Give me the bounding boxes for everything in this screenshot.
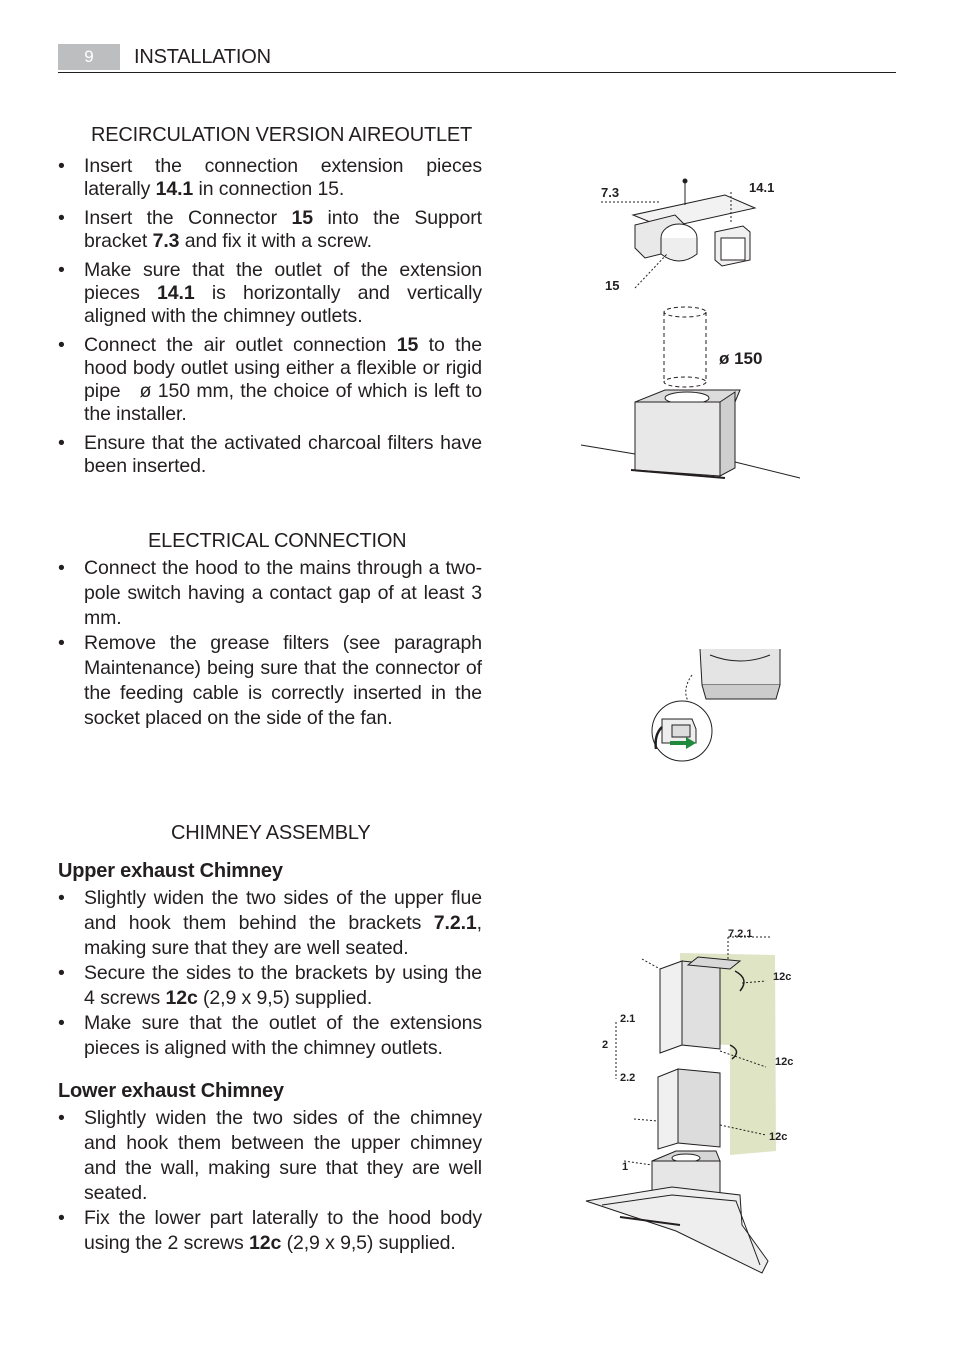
label-12c-top: 12c: [773, 971, 792, 983]
recirculation-list: [58, 155, 482, 484]
page-number: 9: [58, 44, 120, 70]
lower-chimney-heading: Lower exhaust Chimney: [58, 1080, 284, 1102]
chimney-heading: CHIMNEY ASSEMBLY: [171, 822, 371, 844]
label-14-1: 14.1: [749, 180, 775, 195]
label-7-2-1: 7.2.1: [728, 928, 753, 940]
label-15: 15: [605, 278, 620, 293]
label-12c-low: 12c: [769, 1131, 788, 1143]
label-12c-mid: 12c: [775, 1056, 794, 1068]
list-item: • Connect the air outlet connection 15 to the hood body outlet using either a flexible or rigid pipe ø 150 mm, the choice of which is left to the installer.: [58, 334, 482, 426]
label-2-2: 2.2: [620, 1072, 636, 1084]
page-header: [58, 44, 896, 73]
electrical-figure: [640, 645, 790, 765]
label-7-3: 7.3: [601, 185, 620, 200]
upper-chimney-list: [58, 886, 482, 1061]
electrical-heading: ELECTRICAL CONNECTION: [148, 530, 407, 552]
list-item: • Make sure that the outlet of the extension pieces 14.1 is horizontally and vertically aligned with the chimney outlets.: [58, 259, 482, 328]
recirculation-heading: RECIRCULATION VERSION AIREOUTLET: [91, 124, 473, 146]
list-item: • Fix the lower part laterally to the hood body using the 2 screws 12c (2,9 x 9,5) supplied.: [58, 1206, 482, 1256]
list-item: • Secure the sides to the brackets by using the 4 screws 12c (2,9 x 9,5) supplied.: [58, 961, 482, 1011]
list-item: • Slightly widen the two sides of the chimney and hook them between the upper chimney and the wall, making sure that they are well seated.: [58, 1106, 482, 1206]
list-item: • Make sure that the outlet of the extensions pieces is aligned with the chimney outlets.: [58, 1011, 482, 1061]
list-item: • Ensure that the activated charcoal filters have been inserted.: [58, 432, 482, 478]
label-2-1: 2.1: [620, 1013, 636, 1025]
label-2: 2: [602, 1039, 609, 1051]
list-item: • Connect the hood to the mains through a two-pole switch having a contact gap of at least 3 mm.: [58, 556, 482, 631]
section-title: INSTALLATION: [134, 46, 271, 68]
label-diameter: ø 150: [719, 349, 763, 368]
label-1: 1: [622, 1161, 629, 1173]
lower-chimney-list: [58, 1106, 482, 1256]
electrical-list: [58, 556, 482, 731]
chimney-figure: [580, 925, 800, 1285]
recirculation-figure: [575, 170, 815, 490]
list-item: • Remove the grease filters (see paragraph Maintenance) being sure that the connector of the feeding cable is correctly inserted in the socket placed on the side of the fan.: [58, 631, 482, 731]
list-item: • Insert the connection extension pieces laterally 14.1 in connection 15.: [58, 155, 482, 201]
upper-chimney-heading: Upper exhaust Chimney: [58, 860, 283, 882]
list-item: • Slightly widen the two sides of the upper flue and hook them behind the brackets 7.2.1, making sure that they are well seated.: [58, 886, 482, 961]
list-item: • Insert the Connector 15 into the Support bracket 7.3 and fix it with a screw.: [58, 207, 482, 253]
